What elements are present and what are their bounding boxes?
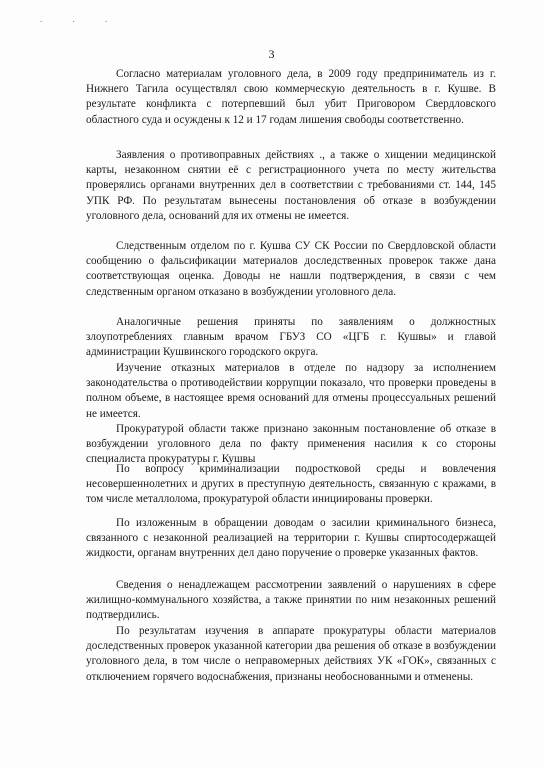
paragraph-hot-water-decisions: По результатам изучения в аппарате прокуратуры области материалов доследственных проверок указанной категории два решения об отказе в возбуждении уголовного дела, в том числе о неправомерных действиях УК «ГОК», связанных с отключением горячего водоснабжения, признаны необоснованными и отменены. [86, 625, 496, 683]
paragraph-criminal-case: Согласно материалам уголовного дела, в 2009 году предприниматель из г. Нижнего Тагила осуществлял свою коммерческую деятельность в г. Кушве. В результате конфликта с потерпевший был убит Приговором Свердловского областного суда и осуждены к 12 и 17 годам лишения свободы соответственно. [86, 68, 496, 126]
paragraph-investigative-committee: Следственным отделом по г. Кушва СУ СК России по Свердловской области сообщению о фальсификации материалов доследственных проверок также дана соответствующая оценка. Доводы не нашли подтверждения, в связи с чем следственным органом отказано в возбуждении уголовного дела. [86, 240, 496, 298]
paragraph-applications-police: Заявления о противоправных действиях ., а также о хищении медицинской карты, незаконном снятии её с регистрационного учета по месту жительства проверялись органами внутренних дел в соответствии с требованиями ст. 144, 145 УПК РФ. По результатам вынесены постановления об отказе в возбуждении уголовного дела, оснований для их отмены не имеется. [86, 149, 496, 222]
paragraph-violence-refusal: Прокуратурой области также признано законным постановление об отказе в возбуждении уголовного дела по факту применения насилия к со стороны специалиста прокуратуры г. Кушвы [86, 423, 496, 466]
paragraph-juvenile-crime: По вопросу криминализации подростковой среды и вовлечения несовершеннолетних и других в преступную деятельность, связанную с кражами, в том числе металлолома, прокуратурой области инициированы проверки. [86, 463, 496, 506]
paragraph-housing-complaints: Сведения о ненадлежащем рассмотрении заявлений о нарушениях в сфере жилищно-коммунального хозяйства, а также принятии по ним незаконных решений подтвердились. [86, 579, 496, 622]
scan-artifact-marks: . . . [40, 14, 122, 24]
page-number: 3 [268, 47, 275, 61]
paragraph-alcohol-business: По изложенным в обращении доводам о засилии криминального бизнеса, связанного с незаконной реализацией на территории г. Кушвы спиртосодержащей жидкости, органам внутренних дел дано поручение о проверке указанных фактов. [86, 517, 496, 560]
paragraph-abuse-complaints: Аналогичные решения приняты по заявлениям о должностных злоупотреблениях главным врачом ГБУЗ СО «ЦГБ г. Кушвы» и главой администрации Кушвинского городского округа. [86, 316, 496, 359]
paragraph-anticorruption-review: Изучение отказных материалов в отделе по надзору за исполнением законодательства о противодействии коррупции показало, что проверки проведены в полном объеме, в настоящее время оснований для отмены процессуальных решений не имеется. [86, 362, 496, 420]
